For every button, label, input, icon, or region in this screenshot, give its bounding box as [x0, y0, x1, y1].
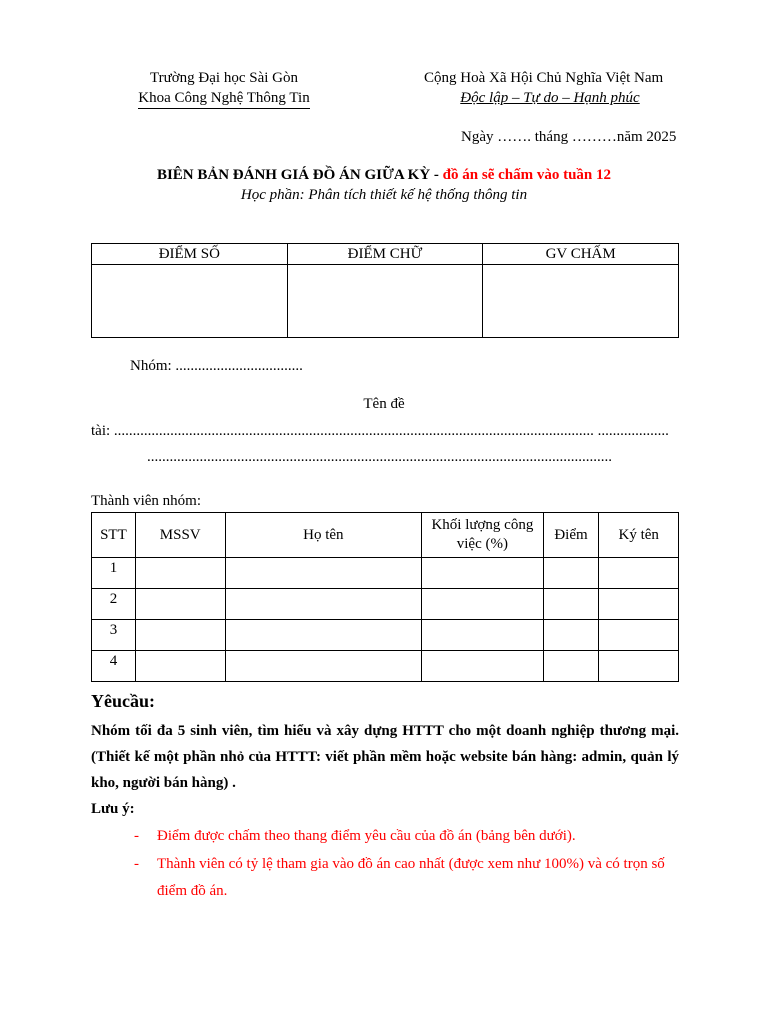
table-row [92, 651, 679, 682]
topic-line-2: ............................................................................................................................ [147, 449, 612, 465]
cell-gv-cham[interactable] [483, 265, 679, 338]
stt-cell: 2 [92, 589, 136, 620]
score-table [91, 243, 679, 338]
score-cell[interactable] [543, 651, 599, 682]
score-cell[interactable] [543, 620, 599, 651]
workload-cell[interactable] [422, 558, 543, 589]
header-diem-chu: ĐIỂM CHỮ [287, 244, 483, 265]
stt-cell: 1 [92, 558, 136, 589]
mssv-cell[interactable] [135, 651, 225, 682]
header-khoi-luong: Khối lượng công việc (%) [422, 513, 543, 558]
mssv-cell[interactable] [135, 620, 225, 651]
members-label: Thành viên nhóm: [91, 493, 201, 509]
mssv-cell[interactable] [135, 558, 225, 589]
score-table-header-row [92, 244, 679, 265]
workload-cell[interactable] [422, 620, 543, 651]
note-item-1: Điểm được chấm theo thang điểm yêu cầu của đồ án (bảng bên dưới). [157, 828, 576, 844]
table-row [92, 558, 679, 589]
title-red-note: đồ án sẽ chấm vào tuần 12 [442, 167, 612, 183]
mssv-cell[interactable] [135, 589, 225, 620]
header-stt: STT [92, 513, 136, 558]
note-item-2: Thành viên có tỷ lệ tham gia vào đồ án cao nhất (được xem như 100%) và có trọn số điểm đồ án. [157, 856, 665, 899]
score-table-body-row [92, 265, 679, 338]
country-name: Cộng Hoà Xã Hội Chủ Nghĩa Việt Nam [424, 70, 664, 86]
workload-cell[interactable] [422, 589, 543, 620]
table-row [92, 620, 679, 651]
name-cell[interactable] [225, 620, 422, 651]
cell-diem-chu[interactable] [287, 265, 483, 338]
header-mssv: MSSV [135, 513, 225, 558]
members-header-row [92, 513, 679, 558]
score-cell[interactable] [543, 589, 599, 620]
faculty-name-text: Khoa Công Nghệ Thông Tin [138, 90, 309, 109]
bullet-dash-1: - [134, 828, 139, 844]
signature-cell[interactable] [599, 589, 679, 620]
cell-diem-so[interactable] [92, 265, 288, 338]
topic-label: Tên đề [363, 396, 405, 412]
table-row [92, 589, 679, 620]
topic-line-1: tài: ................................................................................................................................ ................... [91, 423, 669, 439]
faculty-name [114, 90, 334, 109]
national-motto: Độc lập – Tự do – Hạnh phúc [460, 90, 640, 106]
date-line: Ngày ……. tháng ………năm 2025 [461, 129, 677, 145]
header-diem: Điểm [543, 513, 599, 558]
note-label: Lưu ý: [91, 801, 135, 817]
bullet-dash-2: - [134, 856, 139, 872]
group-line: Nhóm: .................................. [130, 358, 303, 374]
header-gv-cham: GV CHẤM [483, 244, 679, 265]
document-title [0, 167, 768, 184]
signature-cell[interactable] [599, 620, 679, 651]
name-cell[interactable] [225, 651, 422, 682]
header-diem-so: ĐIỂM SỐ [92, 244, 288, 265]
score-cell[interactable] [543, 558, 599, 589]
signature-cell[interactable] [599, 558, 679, 589]
requirements-paragraph: Nhóm tối đa 5 sinh viên, tìm hiểu và xây dựng HTTT cho một doanh nghiệp thương mại. (Thiết kế một phần nhỏ của HTTT: viết phần mềm hoặc website bán hàng: admin, quản lý kho, người bán hàng) . [91, 723, 679, 791]
members-table [91, 512, 679, 682]
course-subtitle: Học phần: Phân tích thiết kế hệ thống thông tin [240, 187, 528, 203]
stt-cell: 3 [92, 620, 136, 651]
title-main: BIÊN BẢN ĐÁNH GIÁ ĐỒ ÁN GIỮA KỲ - [156, 167, 443, 183]
university-name: Trường Đại học Sài Gòn [149, 70, 298, 86]
name-cell[interactable] [225, 589, 422, 620]
signature-cell[interactable] [599, 651, 679, 682]
header-ho-ten: Họ tên [225, 513, 422, 558]
name-cell[interactable] [225, 558, 422, 589]
workload-cell[interactable] [422, 651, 543, 682]
header-ky-ten: Ký tên [599, 513, 679, 558]
requirements-heading: Yêucầu: [91, 691, 155, 711]
stt-cell: 4 [92, 651, 136, 682]
